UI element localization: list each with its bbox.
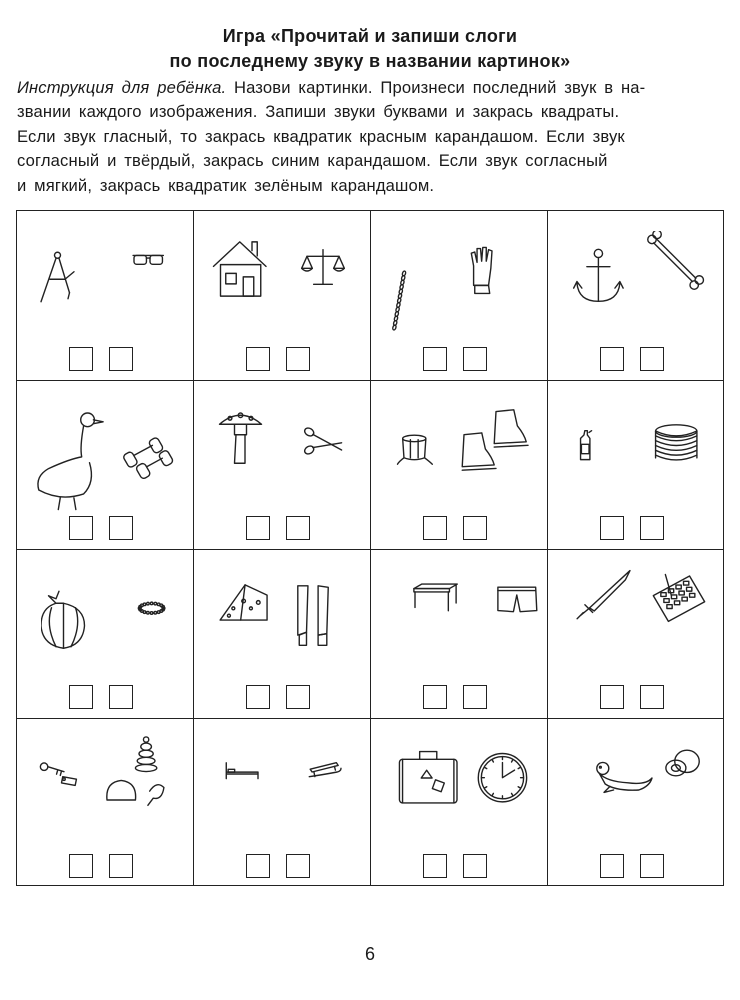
picture-cell-r1-c2	[194, 211, 371, 380]
answer-square-right[interactable]	[463, 516, 487, 540]
clock-icon	[473, 752, 541, 820]
picture-cell-r2-c4	[548, 380, 725, 549]
chain-icon	[391, 221, 431, 365]
answer-square-right[interactable]	[109, 854, 133, 878]
stump-icon	[393, 432, 451, 490]
dumbbell-icon	[115, 434, 187, 498]
picture-cell-r4-c3	[371, 718, 548, 887]
anchor-icon	[572, 239, 638, 329]
picture-cell-r2-c1	[17, 380, 194, 549]
onion-icon	[41, 579, 101, 665]
answer-square-right[interactable]	[463, 347, 487, 371]
answer-square-right[interactable]	[463, 854, 487, 878]
answer-square-left[interactable]	[246, 685, 270, 709]
picture-cell-r3-c3	[371, 549, 548, 718]
instruction-label: Инструкция для ребёнка.	[17, 78, 227, 97]
compass-icon	[35, 233, 95, 333]
picture-grid	[16, 210, 724, 886]
house-icon	[210, 233, 280, 319]
answer-square-right[interactable]	[286, 516, 310, 540]
answer-square-right[interactable]	[463, 685, 487, 709]
answer-square-right[interactable]	[640, 685, 664, 709]
answer-square-right[interactable]	[286, 854, 310, 878]
paints-icon	[646, 573, 718, 641]
answer-square-left[interactable]	[600, 685, 624, 709]
picture-cell-r3-c1	[17, 549, 194, 718]
answer-square-left[interactable]	[600, 516, 624, 540]
answer-square-right[interactable]	[109, 685, 133, 709]
answer-square-left[interactable]	[423, 685, 447, 709]
table-icon	[395, 583, 475, 633]
bed-icon	[208, 760, 280, 802]
answer-square-left[interactable]	[69, 685, 93, 709]
answer-square-left[interactable]	[600, 854, 624, 878]
skates-icon	[457, 408, 535, 488]
worksheet-title-line-2: по последнему звуку в названии картинок»	[169, 51, 571, 71]
answer-square-left[interactable]	[423, 854, 447, 878]
pancakes-icon	[644, 420, 714, 482]
picture-cell-r3-c2	[194, 549, 371, 718]
picture-cell-r1-c1	[17, 211, 194, 380]
picture-cell-r4-c4	[548, 718, 725, 887]
glasses-icon	[115, 251, 185, 291]
answer-square-left[interactable]	[69, 516, 93, 540]
shorts-icon	[483, 585, 555, 635]
answer-square-left[interactable]	[423, 347, 447, 371]
beads-icon	[119, 601, 189, 637]
scales-icon	[292, 247, 362, 307]
seal-icon	[564, 760, 668, 814]
sled-icon	[290, 758, 364, 800]
picture-cell-r1-c3	[371, 211, 548, 380]
suitcase-icon	[389, 750, 469, 820]
cheese-icon	[214, 579, 282, 645]
answer-square-left[interactable]	[600, 347, 624, 371]
kiwi-icon	[656, 748, 718, 798]
worksheet-title-line-1: Игра «Прочитай и запиши слоги	[222, 26, 518, 46]
answer-square-right[interactable]	[286, 347, 310, 371]
answer-square-right[interactable]	[640, 516, 664, 540]
instruction-text-1: Назови картинки. Произнеси последний звук в на-	[226, 78, 646, 97]
answer-square-left[interactable]	[69, 347, 93, 371]
answer-square-right[interactable]	[109, 516, 133, 540]
answer-square-right[interactable]	[640, 347, 664, 371]
picture-cell-r4-c2	[194, 718, 371, 887]
answer-square-left[interactable]	[246, 516, 270, 540]
glove-icon	[469, 221, 515, 321]
picture-cell-r1-c4	[548, 211, 725, 380]
answer-square-left[interactable]	[69, 854, 93, 878]
bone-icon	[644, 231, 714, 307]
answer-square-left[interactable]	[246, 347, 270, 371]
flippers-icon	[292, 571, 350, 663]
sword-icon	[562, 569, 642, 639]
instruction-paragraph	[17, 76, 729, 198]
page-number: 6	[364, 944, 375, 964]
picture-cell-r4-c1	[17, 718, 194, 887]
picture-cell-r2-c3	[371, 380, 548, 549]
scissors-icon	[290, 426, 362, 480]
instruction-text-4: согласный и твёрдый, закрась синим карандашом. Если звук согласный	[17, 151, 608, 171]
key-icon	[33, 758, 95, 814]
answer-square-right[interactable]	[640, 854, 664, 878]
picture-cell-r2-c2	[194, 380, 371, 549]
instruction-text-2: звании каждого изображения. Запиши звуки буквами и закрась квадраты.	[17, 102, 620, 122]
mushroom-icon	[218, 402, 278, 484]
goose-icon	[31, 392, 109, 512]
bottle-icon	[578, 408, 612, 490]
answer-square-left[interactable]	[423, 516, 447, 540]
instruction-text-5: и мягкий, закрась квадратик зелёным карандашом.	[17, 175, 435, 195]
answer-square-right[interactable]	[286, 685, 310, 709]
answer-square-left[interactable]	[246, 854, 270, 878]
instruction-text-3: Если звук гласный, то закрась квадратик красным карандашом. Если звук	[17, 126, 625, 146]
answer-square-right[interactable]	[109, 347, 133, 371]
picture-cell-r3-c4	[548, 549, 725, 718]
pyramid-toy-icon	[101, 736, 177, 816]
